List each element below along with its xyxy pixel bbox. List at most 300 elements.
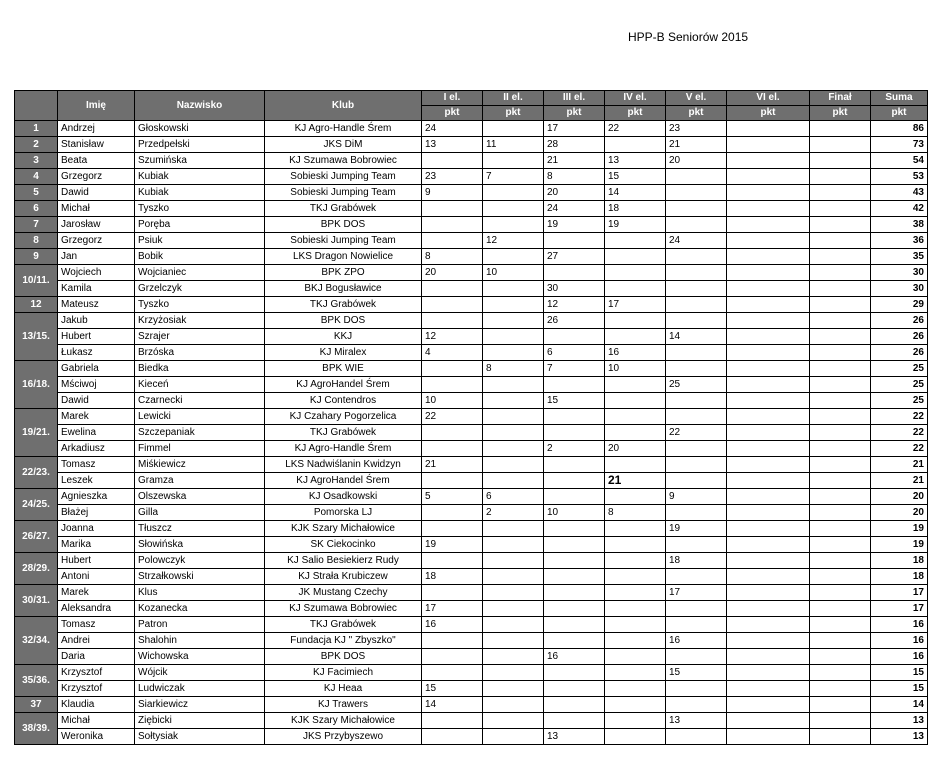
points-cell: 30 <box>544 281 605 297</box>
first-name-cell: Hubert <box>58 553 135 569</box>
last-name-cell: Klus <box>135 585 265 601</box>
points-cell: 14 <box>666 329 727 345</box>
sum-cell: 43 <box>871 185 928 201</box>
table-row <box>15 393 928 409</box>
points-cell <box>544 489 605 505</box>
points-cell: 27 <box>544 249 605 265</box>
points-cell: 20 <box>666 153 727 169</box>
table-row <box>15 297 928 313</box>
sum-cell: 22 <box>871 409 928 425</box>
first-name-cell: Agnieszka <box>58 489 135 505</box>
points-cell: 21 <box>544 153 605 169</box>
points-cell: 17 <box>544 121 605 137</box>
points-cell <box>810 649 871 665</box>
sum-cell: 26 <box>871 345 928 361</box>
last-name-cell: Polowczyk <box>135 553 265 569</box>
first-name-cell: Hubert <box>58 329 135 345</box>
points-cell <box>483 713 544 729</box>
place-cell: 28/29. <box>15 553 58 585</box>
points-cell <box>666 537 727 553</box>
points-cell <box>605 377 666 393</box>
points-cell <box>727 361 810 377</box>
place-cell: 35/36. <box>15 665 58 697</box>
first-name-cell: Marek <box>58 409 135 425</box>
points-cell <box>810 169 871 185</box>
last-name-cell: Sołtysiak <box>135 729 265 745</box>
first-name-cell: Tomasz <box>58 457 135 473</box>
points-cell <box>422 281 483 297</box>
points-cell <box>727 569 810 585</box>
place-cell: 10/11. <box>15 265 58 297</box>
first-name-cell: Krzysztof <box>58 665 135 681</box>
points-cell: 4 <box>422 345 483 361</box>
place-cell: 4 <box>15 169 58 185</box>
points-cell: 16 <box>605 345 666 361</box>
club-cell: Pomorska LJ <box>265 505 422 521</box>
points-cell <box>544 457 605 473</box>
last-name-cell: Głoskowski <box>135 121 265 137</box>
points-cell <box>727 505 810 521</box>
points-cell: 14 <box>605 185 666 201</box>
header-unit: pkt <box>422 106 483 121</box>
points-cell: 19 <box>666 521 727 537</box>
sum-cell: 17 <box>871 585 928 601</box>
sum-cell: 30 <box>871 265 928 281</box>
points-cell: 7 <box>483 169 544 185</box>
points-cell <box>544 585 605 601</box>
sum-cell: 16 <box>871 617 928 633</box>
points-cell <box>483 393 544 409</box>
sum-cell: 14 <box>871 697 928 713</box>
sum-cell: 25 <box>871 361 928 377</box>
points-cell: 15 <box>422 681 483 697</box>
points-cell <box>727 617 810 633</box>
points-cell <box>422 297 483 313</box>
points-cell <box>544 473 605 489</box>
first-name-cell: Dawid <box>58 185 135 201</box>
points-cell <box>422 377 483 393</box>
place-cell: 30/31. <box>15 585 58 617</box>
points-cell: 17 <box>605 297 666 313</box>
points-cell <box>810 217 871 233</box>
club-cell: KJ Miralex <box>265 345 422 361</box>
points-cell <box>422 649 483 665</box>
sum-cell: 30 <box>871 281 928 297</box>
points-cell <box>666 345 727 361</box>
club-cell: BPK DOS <box>265 217 422 233</box>
first-name-cell: Arkadiusz <box>58 441 135 457</box>
points-cell: 16 <box>666 633 727 649</box>
points-cell <box>544 633 605 649</box>
place-cell: 5 <box>15 185 58 201</box>
last-name-cell: Krzyżosiak <box>135 313 265 329</box>
club-cell: KJ Trawers <box>265 697 422 713</box>
points-cell: 12 <box>483 233 544 249</box>
points-cell <box>810 281 871 297</box>
last-name-cell: Miśkiewicz <box>135 457 265 473</box>
points-cell: 23 <box>422 169 483 185</box>
club-cell: TKJ Grabówek <box>265 617 422 633</box>
points-cell: 9 <box>422 185 483 201</box>
points-cell <box>727 281 810 297</box>
first-name-cell: Błażej <box>58 505 135 521</box>
last-name-cell: Tyszko <box>135 201 265 217</box>
sum-cell: 19 <box>871 537 928 553</box>
points-cell <box>605 521 666 537</box>
first-name-cell: Dawid <box>58 393 135 409</box>
points-cell <box>727 169 810 185</box>
points-cell <box>666 265 727 281</box>
points-cell <box>727 425 810 441</box>
points-cell <box>666 649 727 665</box>
points-cell <box>605 569 666 585</box>
points-cell <box>666 441 727 457</box>
points-cell <box>544 265 605 281</box>
club-cell: KJ AgroHandel Śrem <box>265 473 422 489</box>
header-round-4: IV el. <box>605 91 666 106</box>
points-cell <box>605 649 666 665</box>
table-row <box>15 377 928 393</box>
header-round-5: V el. <box>666 91 727 106</box>
club-cell: TKJ Grabówek <box>265 201 422 217</box>
first-name-cell: Weronika <box>58 729 135 745</box>
table-row <box>15 217 928 233</box>
points-cell: 8 <box>605 505 666 521</box>
points-cell <box>810 473 871 489</box>
table-row <box>15 137 928 153</box>
club-cell: TKJ Grabówek <box>265 425 422 441</box>
club-cell: KJ Agro-Handle Śrem <box>265 121 422 137</box>
place-cell: 24/25. <box>15 489 58 521</box>
sum-cell: 18 <box>871 569 928 585</box>
table-row <box>15 473 928 489</box>
points-cell <box>727 313 810 329</box>
points-cell <box>483 633 544 649</box>
points-cell <box>483 153 544 169</box>
club-cell: Fundacja KJ " Zbyszko" <box>265 633 422 649</box>
last-name-cell: Siarkiewicz <box>135 697 265 713</box>
first-name-cell: Mściwoj <box>58 377 135 393</box>
points-cell <box>544 617 605 633</box>
club-cell: JK Mustang Czechy <box>265 585 422 601</box>
header-unit: pkt <box>483 106 544 121</box>
header-round-3: III el. <box>544 91 605 106</box>
points-cell <box>727 473 810 489</box>
club-cell: BPK WIE <box>265 361 422 377</box>
table-row <box>15 681 928 697</box>
points-cell: 12 <box>544 297 605 313</box>
last-name-cell: Poręba <box>135 217 265 233</box>
last-name-cell: Strzałkowski <box>135 569 265 585</box>
table-row <box>15 441 928 457</box>
club-cell: KJ Czahary Pogorzelica <box>265 409 422 425</box>
club-cell: LKS Nadwiślanin Kwidzyn <box>265 457 422 473</box>
points-cell: 21 <box>422 457 483 473</box>
points-cell <box>422 201 483 217</box>
points-cell <box>727 297 810 313</box>
club-cell: KJ Osadkowski <box>265 489 422 505</box>
document-title: HPP-B Seniorów 2015 <box>628 30 749 44</box>
points-cell: 10 <box>544 505 605 521</box>
first-name-cell: Michał <box>58 713 135 729</box>
points-cell <box>422 729 483 745</box>
points-cell <box>605 601 666 617</box>
points-cell <box>544 697 605 713</box>
first-name-cell: Łukasz <box>58 345 135 361</box>
header-final: Finał <box>810 91 871 106</box>
header-unit: pkt <box>666 106 727 121</box>
points-cell: 18 <box>666 553 727 569</box>
last-name-cell: Psiuk <box>135 233 265 249</box>
points-cell <box>666 249 727 265</box>
sum-cell: 38 <box>871 217 928 233</box>
last-name-cell: Bobik <box>135 249 265 265</box>
last-name-cell: Wójcik <box>135 665 265 681</box>
points-cell <box>422 633 483 649</box>
points-cell <box>422 521 483 537</box>
last-name-cell: Kubiak <box>135 169 265 185</box>
points-cell <box>544 713 605 729</box>
place-cell: 19/21. <box>15 409 58 457</box>
club-cell: BPK DOS <box>265 649 422 665</box>
header-round-2: II el. <box>483 91 544 106</box>
points-cell <box>483 617 544 633</box>
points-cell <box>605 713 666 729</box>
points-cell <box>810 489 871 505</box>
club-cell: KJ Heaa <box>265 681 422 697</box>
sum-cell: 26 <box>871 329 928 345</box>
points-cell <box>727 601 810 617</box>
points-cell <box>666 601 727 617</box>
points-cell <box>422 217 483 233</box>
points-cell <box>483 121 544 137</box>
first-name-cell: Leszek <box>58 473 135 489</box>
points-cell <box>483 249 544 265</box>
points-cell <box>727 121 810 137</box>
table-row <box>15 121 928 137</box>
sum-cell: 22 <box>871 425 928 441</box>
points-cell <box>422 665 483 681</box>
points-cell <box>666 313 727 329</box>
points-cell <box>727 217 810 233</box>
points-cell <box>810 617 871 633</box>
club-cell: KJ Szumawa Bobrowiec <box>265 601 422 617</box>
table-header <box>15 91 928 121</box>
place-cell: 32/34. <box>15 617 58 665</box>
points-cell <box>605 457 666 473</box>
last-name-cell: Grzelczyk <box>135 281 265 297</box>
last-name-cell: Szumińska <box>135 153 265 169</box>
points-cell <box>727 665 810 681</box>
points-cell <box>483 681 544 697</box>
place-cell: 8 <box>15 233 58 249</box>
club-cell: BPK ZPO <box>265 265 422 281</box>
points-cell <box>666 281 727 297</box>
first-name-cell: Tomasz <box>58 617 135 633</box>
points-cell: 26 <box>544 313 605 329</box>
club-cell: KJK Szary Michałowice <box>265 521 422 537</box>
points-cell <box>810 713 871 729</box>
sum-cell: 15 <box>871 681 928 697</box>
club-cell: Sobieski Jumping Team <box>265 169 422 185</box>
club-cell: BPK DOS <box>265 313 422 329</box>
points-cell <box>727 521 810 537</box>
points-cell: 19 <box>605 217 666 233</box>
place-cell: 7 <box>15 217 58 233</box>
points-cell <box>605 425 666 441</box>
points-cell <box>544 537 605 553</box>
points-cell: 25 <box>666 377 727 393</box>
points-cell <box>727 265 810 281</box>
points-cell: 21 <box>605 473 666 489</box>
sum-cell: 25 <box>871 377 928 393</box>
sum-cell: 42 <box>871 201 928 217</box>
points-cell <box>727 585 810 601</box>
points-cell: 5 <box>422 489 483 505</box>
first-name-cell: Krzysztof <box>58 681 135 697</box>
points-cell <box>483 729 544 745</box>
points-cell <box>810 681 871 697</box>
first-name-cell: Kamila <box>58 281 135 297</box>
points-cell <box>727 409 810 425</box>
sum-cell: 13 <box>871 713 928 729</box>
points-cell: 14 <box>422 697 483 713</box>
table-row <box>15 665 928 681</box>
table-row <box>15 633 928 649</box>
points-cell <box>544 569 605 585</box>
points-cell <box>422 153 483 169</box>
club-cell: KJ Strała Krubiczew <box>265 569 422 585</box>
points-cell <box>544 329 605 345</box>
table-row <box>15 169 928 185</box>
points-cell <box>422 313 483 329</box>
points-cell <box>810 409 871 425</box>
points-cell <box>666 201 727 217</box>
points-cell <box>666 169 727 185</box>
table-row <box>15 585 928 601</box>
points-cell: 16 <box>544 649 605 665</box>
first-name-cell: Beata <box>58 153 135 169</box>
points-cell: 15 <box>544 393 605 409</box>
sum-cell: 20 <box>871 489 928 505</box>
points-cell <box>544 665 605 681</box>
sum-cell: 17 <box>871 601 928 617</box>
club-cell: KJK Szary Michałowice <box>265 713 422 729</box>
points-cell <box>605 537 666 553</box>
points-cell: 13 <box>605 153 666 169</box>
points-cell <box>422 553 483 569</box>
points-cell: 8 <box>422 249 483 265</box>
last-name-cell: Olszewska <box>135 489 265 505</box>
table-row <box>15 521 928 537</box>
points-cell <box>727 329 810 345</box>
points-cell <box>810 313 871 329</box>
points-cell <box>727 713 810 729</box>
header-unit: pkt <box>544 106 605 121</box>
points-cell: 8 <box>544 169 605 185</box>
header-sum: Suma <box>871 91 928 106</box>
points-cell: 22 <box>422 409 483 425</box>
points-cell <box>727 345 810 361</box>
points-cell: 19 <box>422 537 483 553</box>
points-cell <box>605 409 666 425</box>
points-cell: 11 <box>483 137 544 153</box>
points-cell <box>605 553 666 569</box>
points-cell <box>544 233 605 249</box>
first-name-cell: Mateusz <box>58 297 135 313</box>
standings-table <box>14 90 928 745</box>
sum-cell: 36 <box>871 233 928 249</box>
sum-cell: 21 <box>871 473 928 489</box>
table-row <box>15 425 928 441</box>
points-cell <box>483 345 544 361</box>
points-cell <box>483 409 544 425</box>
points-cell <box>544 681 605 697</box>
place-cell: 37 <box>15 697 58 713</box>
points-cell <box>544 425 605 441</box>
last-name-cell: Gramza <box>135 473 265 489</box>
points-cell <box>810 345 871 361</box>
sum-cell: 15 <box>871 665 928 681</box>
points-cell <box>810 329 871 345</box>
sum-cell: 19 <box>871 521 928 537</box>
points-cell <box>810 153 871 169</box>
table-row <box>15 569 928 585</box>
points-cell: 20 <box>605 441 666 457</box>
points-cell <box>483 297 544 313</box>
points-cell <box>810 393 871 409</box>
place-cell: 1 <box>15 121 58 137</box>
points-cell <box>483 537 544 553</box>
points-cell: 21 <box>666 137 727 153</box>
points-cell <box>810 553 871 569</box>
place-cell: 6 <box>15 201 58 217</box>
place-cell: 13/15. <box>15 313 58 361</box>
points-cell <box>810 185 871 201</box>
points-cell <box>666 505 727 521</box>
points-cell: 7 <box>544 361 605 377</box>
table-row <box>15 201 928 217</box>
place-cell: 12 <box>15 297 58 313</box>
table-row <box>15 313 928 329</box>
sum-cell: 13 <box>871 729 928 745</box>
points-cell <box>727 185 810 201</box>
points-cell: 24 <box>422 121 483 137</box>
table-row <box>15 457 928 473</box>
sum-cell: 73 <box>871 137 928 153</box>
sum-cell: 26 <box>871 313 928 329</box>
last-name-cell: Szrajer <box>135 329 265 345</box>
points-cell <box>605 281 666 297</box>
first-name-cell: Jarosław <box>58 217 135 233</box>
points-cell: 19 <box>544 217 605 233</box>
points-cell <box>483 441 544 457</box>
last-name-cell: Wichowska <box>135 649 265 665</box>
points-cell: 23 <box>666 121 727 137</box>
club-cell: BKJ Bogusławice <box>265 281 422 297</box>
table-row <box>15 345 928 361</box>
place-header <box>15 91 58 121</box>
points-cell <box>483 217 544 233</box>
points-cell <box>483 473 544 489</box>
last-name-cell: Kieceń <box>135 377 265 393</box>
points-cell <box>727 153 810 169</box>
points-cell <box>605 665 666 681</box>
points-cell <box>810 537 871 553</box>
points-cell <box>605 329 666 345</box>
table-row <box>15 361 928 377</box>
header-round-1: I el. <box>422 91 483 106</box>
